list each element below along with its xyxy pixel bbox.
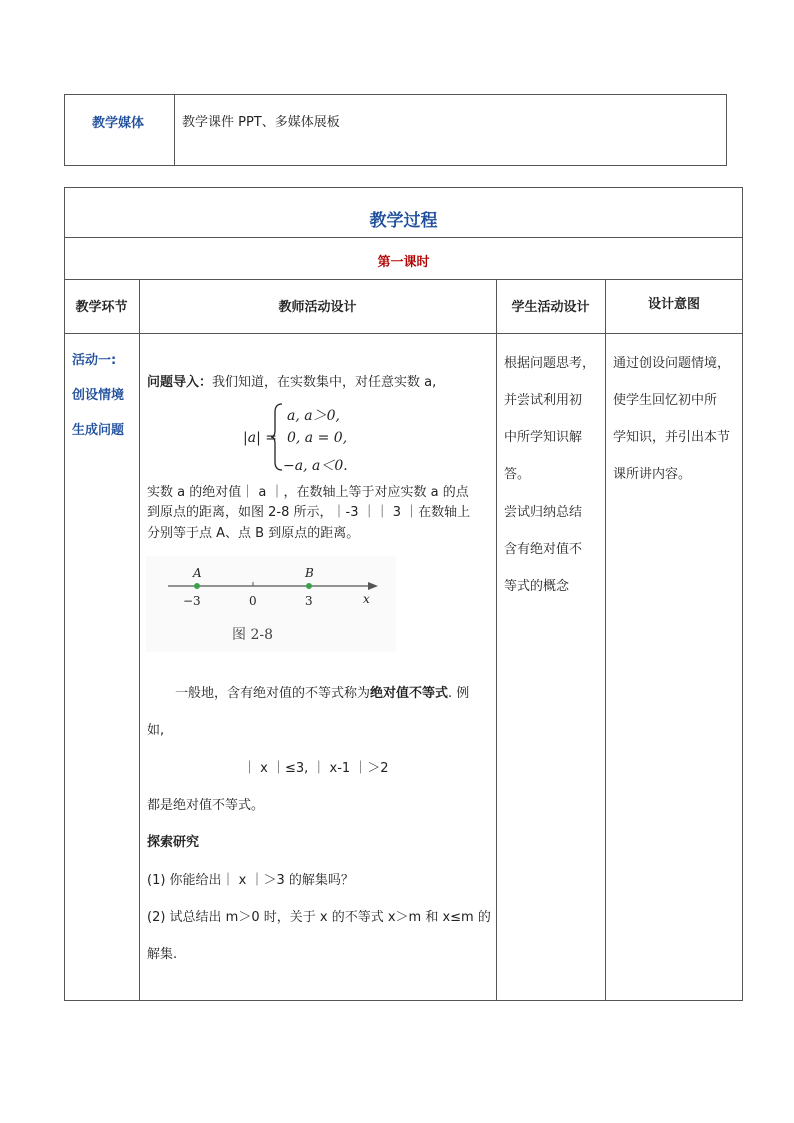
- intro-text: 我们知道，在实数集中，对任意实数 a,: [212, 375, 437, 390]
- point-a: [194, 583, 200, 589]
- lesson-row-divider: [64, 279, 743, 280]
- formula-case-3: −a, a＜0.: [283, 458, 348, 474]
- definition-text-2: . 例: [448, 686, 470, 701]
- tick-label-neg3: −3: [183, 594, 201, 608]
- intent-line-3: 学知识，并引出本节: [613, 430, 731, 445]
- intent-line-1: 通过创设问题情境，: [613, 356, 731, 371]
- definition-line-1: [175, 682, 469, 701]
- process-title: 教学过程: [369, 211, 438, 231]
- axis-x-label: x: [363, 592, 370, 606]
- formula-case-1: a, a＞0,: [287, 408, 340, 424]
- para-line-3: 分别等于点 A、点 B 到原点的距离。: [147, 526, 360, 541]
- intent-line-4: 课所讲内容。: [613, 467, 692, 482]
- activity-label-1: 活动一:: [72, 353, 117, 368]
- formula-case-2: 0, a = 0,: [287, 430, 348, 446]
- media-value: 教学课件 PPT、多媒体展板: [182, 115, 340, 130]
- point-b-label: B: [305, 566, 314, 580]
- header-row-divider: [64, 333, 743, 334]
- figure-caption: 图 2-8: [232, 627, 273, 643]
- question-2-line-1: (2) 试总结出 m＞0 时，关于 x 的不等式 x＞m 和 x≤m 的: [147, 910, 491, 925]
- lesson-title: 第一课时: [377, 255, 430, 270]
- student-line-3: 中所学知识解: [504, 430, 583, 445]
- student-line-7: 等式的概念: [504, 579, 570, 594]
- question-1: (1) 你能给出｜ x ｜＞3 的解集吗？: [147, 873, 354, 888]
- definition-term: 绝对值不等式: [370, 686, 449, 701]
- media-table: [64, 94, 727, 166]
- student-line-6: 含有绝对值不: [504, 542, 583, 557]
- para-line-1: 实数 a 的绝对值｜ a ｜，在数轴上等于对应实数 a 的点: [147, 485, 469, 500]
- activity-label-3: 生成问题: [72, 423, 125, 438]
- point-a-label: A: [193, 566, 202, 580]
- col-divider-3: [605, 279, 606, 1001]
- intent-line-2: 使学生回忆初中所: [613, 393, 718, 408]
- intro-line: [147, 371, 436, 390]
- col-divider-2: [496, 279, 497, 1001]
- header-student: 学生活动设计: [511, 300, 590, 315]
- student-line-2: 并尝试利用初: [504, 393, 583, 408]
- question-2-line-2: 解集.: [147, 947, 178, 962]
- student-line-5: 尝试归纳总结: [504, 505, 583, 520]
- definition-text-1: 一般地，含有绝对值的不等式称为: [175, 686, 371, 701]
- para-line-2: 到原点的距离，如图 2-8 所示，｜-3 ｜｜ 3 ｜在数轴上: [147, 505, 471, 520]
- header-teacher: 教师活动设计: [278, 300, 357, 315]
- explore-title: 探索研究: [147, 835, 200, 850]
- examples: ｜ x ｜≤3, ｜ x-1 ｜＞2: [243, 761, 389, 776]
- student-line-4: 答。: [504, 467, 531, 482]
- media-table-divider: [174, 94, 175, 166]
- formula-lhs: |a| =: [243, 430, 277, 446]
- student-line-1: 根据问题思考，: [504, 356, 596, 371]
- definition-line-2: 如,: [147, 723, 165, 738]
- header-intent: 设计意图: [647, 297, 700, 312]
- formula-brace: [270, 402, 284, 472]
- point-b: [306, 583, 312, 589]
- header-stage: 教学环节: [75, 300, 128, 315]
- col-divider-1: [139, 279, 140, 1001]
- activity-label-2: 创设情境: [72, 388, 125, 403]
- media-label: 教学媒体: [92, 116, 145, 131]
- number-line-figure: [146, 556, 396, 652]
- title-row-divider: [64, 237, 743, 238]
- examples-note: 都是绝对值不等式。: [147, 798, 265, 813]
- tick-label-3: 3: [305, 594, 313, 608]
- intro-label: 问题导入：: [147, 375, 213, 390]
- tick-label-0: 0: [249, 594, 257, 608]
